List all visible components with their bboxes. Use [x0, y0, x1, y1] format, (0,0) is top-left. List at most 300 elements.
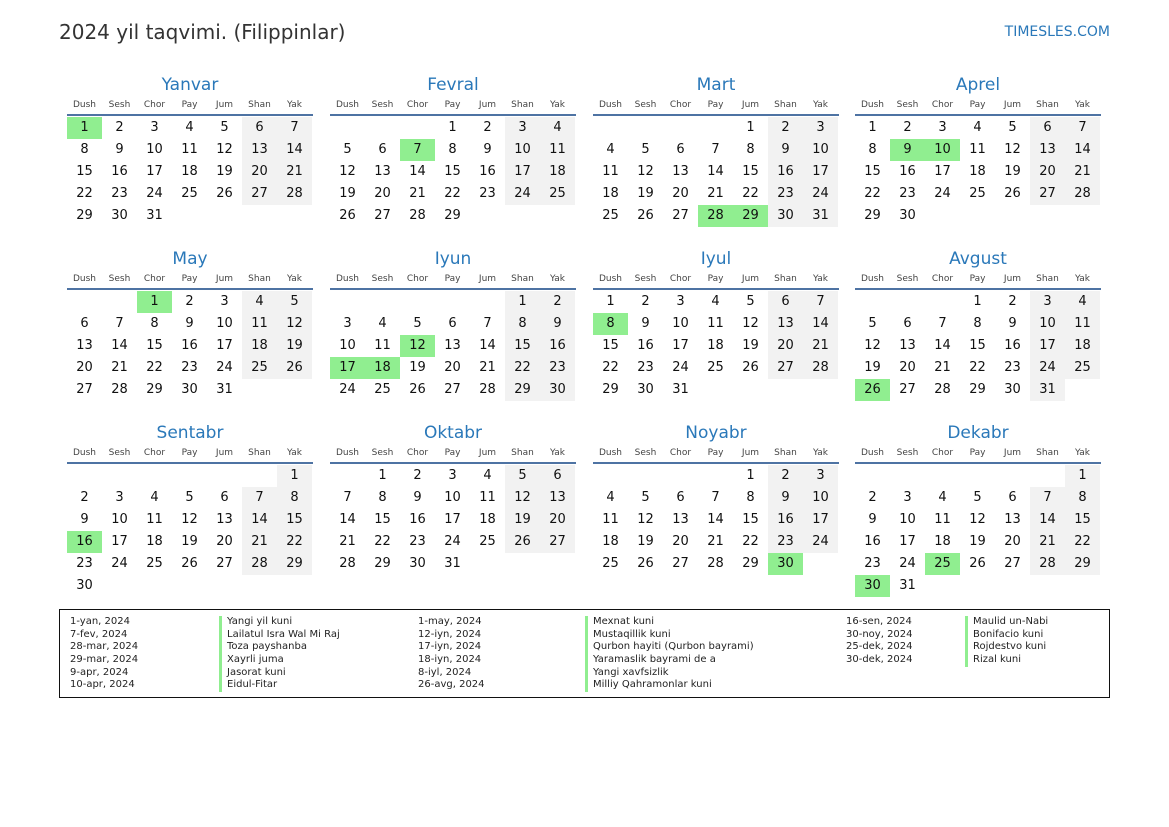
day-cell: 5 — [505, 465, 540, 487]
weekday-label: Jum — [1003, 448, 1022, 458]
legend-dates-1 — [70, 616, 138, 692]
weekday-label: Chor — [669, 274, 692, 284]
day-cell: 9 — [483, 142, 492, 157]
weekday-label: Sesh — [634, 100, 657, 110]
day-cell: 5 — [973, 490, 982, 505]
day-grid — [593, 465, 839, 575]
day-cell: 31 — [216, 382, 233, 397]
weekday-label: Sesh — [896, 100, 919, 110]
day-cell: 22 — [864, 186, 881, 201]
empty-cell — [67, 291, 102, 313]
day-cell: 6 — [242, 117, 277, 139]
weekday-label: Shan — [774, 100, 797, 110]
day-cell: 10 — [803, 139, 838, 161]
weekday-label: Chor — [931, 274, 954, 284]
day-cell: 14 — [1030, 509, 1065, 531]
day-cell: 2 — [540, 291, 575, 313]
legend-holiday-name: Mexnat kuni — [585, 616, 754, 629]
day-cell: 14 — [111, 338, 128, 353]
day-cell: 17 — [803, 161, 838, 183]
day-cell: 4 — [378, 316, 387, 331]
day-cell: 19 — [742, 338, 759, 353]
day-cell: 25 — [181, 186, 198, 201]
day-cell: 15 — [742, 512, 759, 527]
day-cell: 21 — [339, 534, 356, 549]
day-cell: 26 — [505, 531, 540, 553]
month-dekabr — [855, 422, 1101, 592]
weekday-label: Chor — [406, 100, 429, 110]
day-grid — [67, 117, 313, 227]
weekday-header — [67, 444, 313, 464]
empty-cell — [400, 117, 435, 139]
day-cell: 19 — [637, 534, 654, 549]
day-cell: 3 — [115, 490, 124, 505]
day-cell: 13 — [540, 487, 575, 509]
day-cell: 16 — [768, 161, 803, 183]
legend-names-3 — [965, 616, 1048, 667]
day-cell: 7 — [938, 316, 947, 331]
day-cell: 16 — [479, 164, 496, 179]
day-cell: 7 — [711, 142, 720, 157]
day-cell: 1 — [448, 120, 457, 135]
empty-cell — [855, 291, 890, 313]
holiday-day: 30 — [768, 553, 803, 575]
day-cell: 2 — [1008, 294, 1017, 309]
day-cell: 22 — [444, 186, 461, 201]
day-cell: 7 — [483, 316, 492, 331]
legend-date: 9-apr, 2024 — [70, 666, 129, 678]
day-cell: 13 — [768, 313, 803, 335]
site-link[interactable]: TIMESLES.COM — [1004, 24, 1110, 40]
day-cell: 9 — [641, 316, 650, 331]
day-cell: 31 — [1030, 379, 1065, 401]
day-cell: 4 — [1065, 291, 1100, 313]
day-cell: 28 — [339, 556, 356, 571]
day-cell: 26 — [1004, 186, 1021, 201]
holiday-day: 1 — [137, 291, 172, 313]
weekday-label: Pay — [969, 100, 986, 110]
weekday-label: Sesh — [108, 274, 131, 284]
day-cell: 29 — [146, 382, 163, 397]
day-cell: 19 — [409, 360, 426, 375]
day-cell: 23 — [1004, 360, 1021, 375]
day-cell: 27 — [76, 382, 93, 397]
weekday-label: Jum — [1003, 100, 1022, 110]
day-cell: 23 — [479, 186, 496, 201]
weekday-label: Pay — [444, 274, 461, 284]
day-grid — [330, 291, 576, 401]
day-cell: 3 — [803, 465, 838, 487]
day-cell: 29 — [374, 556, 391, 571]
day-cell: 13 — [216, 512, 233, 527]
day-cell: 8 — [80, 142, 89, 157]
weekday-header — [855, 270, 1101, 290]
day-cell: 26 — [637, 208, 654, 223]
day-cell: 16 — [899, 164, 916, 179]
empty-cell — [925, 291, 960, 313]
day-cell: 21 — [409, 186, 426, 201]
month-name: Sentabr — [156, 423, 224, 443]
month-name: Mart — [696, 75, 736, 95]
month-fevral — [330, 74, 576, 244]
weekday-label: Dush — [860, 100, 885, 110]
day-cell: 2 — [641, 294, 650, 309]
day-cell: 18 — [707, 338, 724, 353]
weekday-label: Dush — [335, 448, 360, 458]
day-cell: 28 — [277, 183, 312, 205]
day-cell: 2 — [868, 490, 877, 505]
day-cell: 30 — [1004, 382, 1021, 397]
day-cell: 15 — [444, 164, 461, 179]
legend-date: 16-sen, 2024 — [846, 616, 912, 627]
legend-holiday-name: Eidul-Fitar — [219, 679, 340, 692]
day-cell: 8 — [746, 490, 755, 505]
day-cell: 9 — [1008, 316, 1017, 331]
weekday-label: Jum — [215, 100, 234, 110]
day-cell: 7 — [711, 490, 720, 505]
day-cell: 2 — [768, 117, 803, 139]
empty-cell — [330, 291, 365, 313]
empty-cell — [470, 291, 505, 313]
day-cell: 8 — [1065, 487, 1100, 509]
empty-cell — [102, 291, 137, 313]
holiday-day: 17 — [330, 357, 365, 379]
holiday-legend — [59, 609, 1110, 698]
day-cell: 11 — [146, 512, 163, 527]
weekday-header — [855, 444, 1101, 464]
day-cell: 20 — [1030, 161, 1065, 183]
day-cell: 15 — [1065, 509, 1100, 531]
day-cell: 11 — [540, 139, 575, 161]
day-cell: 22 — [742, 534, 759, 549]
day-cell: 13 — [374, 164, 391, 179]
day-cell: 29 — [505, 379, 540, 401]
day-cell: 6 — [676, 142, 685, 157]
day-cell: 4 — [150, 490, 159, 505]
empty-cell — [365, 117, 400, 139]
empty-cell — [855, 465, 890, 487]
weekday-label: Jum — [741, 274, 760, 284]
day-cell: 23 — [899, 186, 916, 201]
day-cell: 30 — [111, 208, 128, 223]
day-cell: 13 — [672, 164, 689, 179]
day-grid — [330, 117, 576, 227]
month-name: Avgust — [949, 249, 1007, 269]
weekday-label: Chor — [406, 274, 429, 284]
weekday-label: Sesh — [896, 274, 919, 284]
day-cell: 3 — [448, 468, 457, 483]
legend-holiday-name: Yangi yil kuni — [219, 616, 340, 629]
holiday-day: 1 — [67, 117, 102, 139]
day-cell: 5 — [641, 490, 650, 505]
weekday-label: Dush — [72, 274, 97, 284]
month-name: Dekabr — [947, 423, 1009, 443]
day-cell: 22 — [602, 360, 619, 375]
day-cell: 2 — [80, 490, 89, 505]
day-cell: 9 — [868, 512, 877, 527]
day-cell: 14 — [707, 164, 724, 179]
day-cell: 2 — [768, 465, 803, 487]
legend-holiday-name: Toza payshanba — [219, 641, 340, 654]
day-cell: 14 — [339, 512, 356, 527]
day-cell: 16 — [540, 335, 575, 357]
day-cell: 27 — [444, 382, 461, 397]
legend-holiday-name: Yaramaslik bayrami de a — [585, 654, 754, 667]
day-cell: 16 — [111, 164, 128, 179]
day-cell: 20 — [768, 335, 803, 357]
day-cell: 12 — [216, 142, 233, 157]
day-cell: 28 — [242, 553, 277, 575]
day-cell: 25 — [146, 556, 163, 571]
day-cell: 27 — [540, 531, 575, 553]
holiday-day: 9 — [890, 139, 925, 161]
holiday-day: 18 — [365, 357, 400, 379]
day-cell: 19 — [277, 335, 312, 357]
day-cell: 17 — [803, 509, 838, 531]
day-cell: 9 — [540, 313, 575, 335]
day-cell: 1 — [973, 294, 982, 309]
day-cell: 5 — [1008, 120, 1017, 135]
day-cell: 27 — [768, 357, 803, 379]
day-cell: 3 — [803, 117, 838, 139]
month-name: Yanvar — [161, 75, 219, 95]
day-cell: 16 — [768, 509, 803, 531]
day-cell: 22 — [146, 360, 163, 375]
day-grid — [593, 291, 839, 401]
day-cell: 17 — [899, 534, 916, 549]
day-cell: 8 — [277, 487, 312, 509]
day-cell: 1 — [277, 465, 312, 487]
weekday-label: Dush — [598, 274, 623, 284]
empty-cell — [400, 291, 435, 313]
day-cell: 5 — [413, 316, 422, 331]
holiday-day: 12 — [400, 335, 435, 357]
day-cell: 6 — [378, 142, 387, 157]
day-cell: 8 — [868, 142, 877, 157]
day-cell: 20 — [672, 534, 689, 549]
day-cell: 11 — [374, 338, 391, 353]
day-cell: 18 — [969, 164, 986, 179]
day-cell: 1 — [606, 294, 615, 309]
holiday-day: 29 — [733, 205, 768, 227]
day-cell: 26 — [969, 556, 986, 571]
legend-holiday-name: Qurbon hayiti (Qurbon bayrami) — [585, 641, 754, 654]
day-cell: 3 — [676, 294, 685, 309]
day-cell: 12 — [505, 487, 540, 509]
empty-cell — [593, 465, 628, 487]
day-cell: 22 — [277, 531, 312, 553]
weekday-label: Dush — [72, 448, 97, 458]
empty-cell — [628, 465, 663, 487]
day-cell: 20 — [1004, 534, 1021, 549]
month-name: Aprel — [955, 75, 1001, 95]
day-cell: 18 — [602, 534, 619, 549]
day-cell: 22 — [742, 186, 759, 201]
day-cell: 24 — [339, 382, 356, 397]
day-cell: 10 — [899, 512, 916, 527]
weekday-label: Jum — [478, 100, 497, 110]
day-cell: 2 — [903, 120, 912, 135]
day-cell: 22 — [969, 360, 986, 375]
weekday-label: Yak — [1075, 274, 1090, 284]
weekday-label: Shan — [774, 274, 797, 284]
day-cell: 3 — [150, 120, 159, 135]
weekday-label: Dush — [860, 274, 885, 284]
day-cell: 5 — [343, 142, 352, 157]
day-cell: 20 — [76, 360, 93, 375]
day-cell: 29 — [76, 208, 93, 223]
legend-date: 28-mar, 2024 — [70, 641, 139, 653]
day-cell: 1 — [378, 468, 387, 483]
day-cell: 9 — [413, 490, 422, 505]
weekday-label: Pay — [707, 448, 724, 458]
weekday-label: Jum — [215, 274, 234, 284]
day-cell: 20 — [216, 534, 233, 549]
day-cell: 20 — [899, 360, 916, 375]
day-cell: 3 — [343, 316, 352, 331]
day-cell: 14 — [277, 139, 312, 161]
day-grid — [593, 117, 839, 227]
day-cell: 7 — [277, 117, 312, 139]
holiday-day: 28 — [698, 205, 733, 227]
legend-date: 1-yan, 2024 — [70, 616, 130, 627]
weekday-label: Pay — [969, 448, 986, 458]
day-cell: 14 — [803, 313, 838, 335]
weekday-label: Yak — [287, 100, 302, 110]
day-cell: 23 — [111, 186, 128, 201]
day-cell: 4 — [606, 490, 615, 505]
day-cell: 29 — [444, 208, 461, 223]
day-cell: 7 — [115, 316, 124, 331]
weekday-label: Yak — [550, 274, 565, 284]
day-cell: 21 — [1030, 531, 1065, 553]
day-cell: 23 — [409, 534, 426, 549]
day-cell: 25 — [602, 556, 619, 571]
day-cell: 21 — [707, 186, 724, 201]
legend-holiday-name: Bonifacio kuni — [965, 629, 1048, 642]
day-cell: 11 — [242, 313, 277, 335]
day-cell: 6 — [540, 465, 575, 487]
day-cell: 18 — [181, 164, 198, 179]
day-cell: 24 — [111, 556, 128, 571]
day-cell: 2 — [483, 120, 492, 135]
day-cell: 10 — [444, 490, 461, 505]
month-name: Fevral — [427, 75, 479, 95]
weekday-header — [330, 270, 576, 290]
day-cell: 22 — [505, 357, 540, 379]
empty-cell — [137, 465, 172, 487]
empty-cell — [663, 117, 698, 139]
legend-date: 26-avg, 2024 — [418, 679, 485, 691]
weekday-label: Pay — [969, 274, 986, 284]
day-cell: 4 — [973, 120, 982, 135]
day-cell: 1 — [1065, 465, 1100, 487]
legend-date: 17-iyn, 2024 — [418, 641, 482, 653]
month-mart — [593, 74, 839, 244]
month-iyun — [330, 248, 576, 418]
legend-dates-2 — [418, 616, 485, 692]
day-cell: 11 — [969, 142, 986, 157]
weekday-header — [593, 444, 839, 464]
day-cell: 30 — [76, 578, 93, 593]
weekday-label: Dush — [72, 100, 97, 110]
weekday-header — [855, 96, 1101, 116]
day-cell: 19 — [181, 534, 198, 549]
empty-cell — [960, 465, 995, 487]
day-cell: 4 — [606, 142, 615, 157]
weekday-header — [67, 96, 313, 116]
empty-cell — [330, 117, 365, 139]
month-name: May — [172, 249, 208, 269]
month-yanvar — [67, 74, 313, 244]
day-cell: 24 — [934, 186, 951, 201]
day-cell: 23 — [864, 556, 881, 571]
day-cell: 6 — [676, 490, 685, 505]
legend-holiday-name: Yangi xavfsizlik — [585, 667, 754, 680]
day-cell: 26 — [409, 382, 426, 397]
day-cell: 2 — [185, 294, 194, 309]
day-cell: 7 — [1030, 487, 1065, 509]
weekday-label: Yak — [813, 100, 828, 110]
empty-cell — [925, 465, 960, 487]
day-cell: 19 — [505, 509, 540, 531]
day-cell: 26 — [216, 186, 233, 201]
legend-holiday-name: Lailatul Isra Wal Mi Raj — [219, 629, 340, 642]
day-cell: 11 — [602, 512, 619, 527]
holiday-day: 8 — [593, 313, 628, 335]
day-cell: 13 — [672, 512, 689, 527]
day-cell: 29 — [742, 556, 759, 571]
weekday-header — [593, 96, 839, 116]
day-cell: 9 — [768, 139, 803, 161]
weekday-label: Chor — [406, 448, 429, 458]
day-cell: 9 — [80, 512, 89, 527]
weekday-label: Dush — [598, 100, 623, 110]
legend-holiday-name: Rojdestvo kuni — [965, 641, 1048, 654]
day-cell: 12 — [181, 512, 198, 527]
weekday-label: Jum — [741, 100, 760, 110]
legend-holiday-name: Milliy Qahramonlar kuni — [585, 679, 754, 692]
day-cell: 31 — [672, 382, 689, 397]
day-cell: 23 — [540, 357, 575, 379]
day-cell: 30 — [637, 382, 654, 397]
day-cell: 6 — [1030, 117, 1065, 139]
day-cell: 16 — [181, 338, 198, 353]
day-cell: 10 — [339, 338, 356, 353]
legend-names-1 — [219, 616, 340, 692]
legend-date: 12-iyn, 2024 — [418, 628, 482, 640]
day-cell: 2 — [115, 120, 124, 135]
weekday-header — [330, 444, 576, 464]
day-cell: 27 — [242, 183, 277, 205]
weekday-label: Sesh — [108, 448, 131, 458]
day-cell: 12 — [637, 164, 654, 179]
day-cell: 21 — [803, 335, 838, 357]
day-cell: 25 — [969, 186, 986, 201]
day-cell: 24 — [444, 534, 461, 549]
weekday-label: Chor — [143, 100, 166, 110]
month-name: Noyabr — [685, 423, 747, 443]
weekday-label: Shan — [774, 448, 797, 458]
weekday-label: Jum — [478, 274, 497, 284]
day-cell: 23 — [181, 360, 198, 375]
day-cell: 27 — [672, 556, 689, 571]
day-cell: 24 — [672, 360, 689, 375]
legend-date: 7-fev, 2024 — [70, 628, 128, 640]
day-cell: 29 — [864, 208, 881, 223]
day-cell: 26 — [277, 357, 312, 379]
weekday-label: Shan — [1036, 274, 1059, 284]
